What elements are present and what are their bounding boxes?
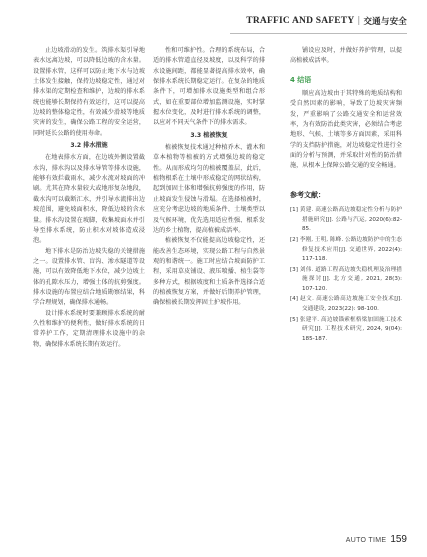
header-title-cn: 交通与安全 [363, 17, 407, 27]
footer-brand: AUTO TIME [345, 537, 387, 544]
section-subheading: 3.2 排水措施 [70, 142, 108, 150]
page-header [246, 12, 407, 30]
paragraph: 在地表排水方面，在边坡外侧设置截水沟，排水沟以及排水导管等排水设施，能够有效拦截雨水，减少水流对坡面的冲刷。尤其在降水量较大或地形复杂地段，截水沟可以截断汇水，并引导水流排出边坡范围，避免坡面积水，降低边坡的含水量。排水沟设置在坡脚，收集坡面水并引导至排水系统，防止积水对坡体造成浸泡。 [33, 154, 145, 245]
paragraph: 地下排水是防治边坡失稳的关键措施之一。设置排水管、盲沟、渗水隧道等设施，可以有效降低地下水位，减少边坡土体的孔隙水压力，增强土体的抗剪强度。排水设施的布置应结合地质勘察结果，科学合理规划，确保排水通畅。 [33, 247, 145, 307]
paragraph: 设计排水系统时要兼顾排水系统的耐久性和维护的便利性，做好排水系统的日常养护工作，定期清理排水设施中的杂物，确保排水系统长期有效运行。 [33, 309, 145, 348]
reference-item: [2] 李刚, 王明, 陈峰. 公路边坡防护中的生态修复技术应用[J]. 交通世界, 2022(4): 117-118. [290, 236, 402, 263]
section-subheading: 3.3 植被恢复 [190, 131, 228, 139]
conclusion-heading: 4 结语 [290, 75, 312, 84]
reference-item: [1] 黄建. 高速公路高边坡稳定性分析与防护措施研究[J]. 公路与汽运, 2020(6):82-85. [290, 207, 402, 233]
text-column-left [33, 46, 145, 516]
page-number: 159 [390, 534, 407, 545]
reference-item: [4] 赵文. 高速公路高边坡施工安全技术[J]. 交通建设, 2023(22): 98-100. [290, 296, 402, 313]
reference-item: [5] 张建平. 高边坡锚索框格梁加固施工技术研究[J]. 工程技术研究, 2024, 9(04): 185-187. [290, 316, 402, 342]
paragraph: 性和可维护性。合理的系统布局，合适的排水管道直径及坡度，以及科学的排水设施间距，都能显著提高排水效率，确保排水系统长期稳定运行。在复杂的地质条件下，可增加排水设施类型和组合形式，如在重要部位增加监测设施，实时掌握水位变化，及时进行排水系统的调整，以应对不同天气条件下的排水需求。 [153, 47, 265, 127]
paragraph: 止边坡滑动的发生。筑排水渠引导地表水远离边坡，可以降低边坡的含水量。设置排水管，这样可以防止地下水与边坡土体发生接触，保持边坡稳定性，通过对排水渠的定期检查和维护，边坡的排水系统也能够长期保持有效运行，这可以提高边坡的整体稳定性，有效减少滑坡等地质灾害的发生，确保公路工程的安全运营，同时延长公路的使用寿命。 [33, 47, 145, 137]
header-separator: | [357, 16, 361, 26]
paragraph: 铺设应及时，并做好养护管理，以提高植被成活率。 [290, 47, 402, 65]
references-heading: 参考文献： [290, 190, 325, 199]
text-column-middle [153, 46, 265, 516]
paragraph: 顺应高边坡由于其特殊的地质结构和受自然因素的影响，导致了边坡灾害频发，严重影响了公路交通安全和运营效率，为有效防治此类灾害，必须结合考虑地形、气候、土壤等多方面因素，采用科学的支挡防护措施，对边坡稳定性进行全面的分析与预测，并采取针对性的防治措施，从根本上保障公路交通的安全畅通。 [290, 90, 402, 170]
paragraph: 植被恢复技术通过种植乔木、灌木和草本植物等植被的方式增强边坡的稳定性。从而形成均匀的植被覆盖层，此后，植物根系在土壤中形成稳定的网状结构，起到加固土体和增强抗剪强度的作用，防止坡面发生侵蚀与滑塌。在选择植被时，应充分考虑边坡的地质条件、土壤类型以及气候环境，优先选用适应性强、根系发达的乡土植物，提高植被成活率。 [153, 144, 265, 234]
header-divider [230, 33, 407, 34]
header-title-en: TRAFFIC AND SAFETY [246, 16, 355, 26]
text-column-right [290, 46, 402, 516]
reference-item: [3] 刘伟. 道路工程高边坡失稳机理及治理措施探讨[J]. 北方交通, 2021, 28(3): 107-120. [290, 266, 402, 292]
paragraph: 植被恢复不仅能提高边坡稳定性，还能改善生态环境，实现公路工程与自然景观的和谐统一。施工时应结合坡面防护工程，采用草皮铺设、液压喷播、植生袋等多种方式，根据坡度和土质条件选择合适的植被恢复方案，并做好后期养护管理，确保植被长期发挥固土护坡作用。 [153, 237, 265, 307]
page-footer [346, 534, 407, 545]
